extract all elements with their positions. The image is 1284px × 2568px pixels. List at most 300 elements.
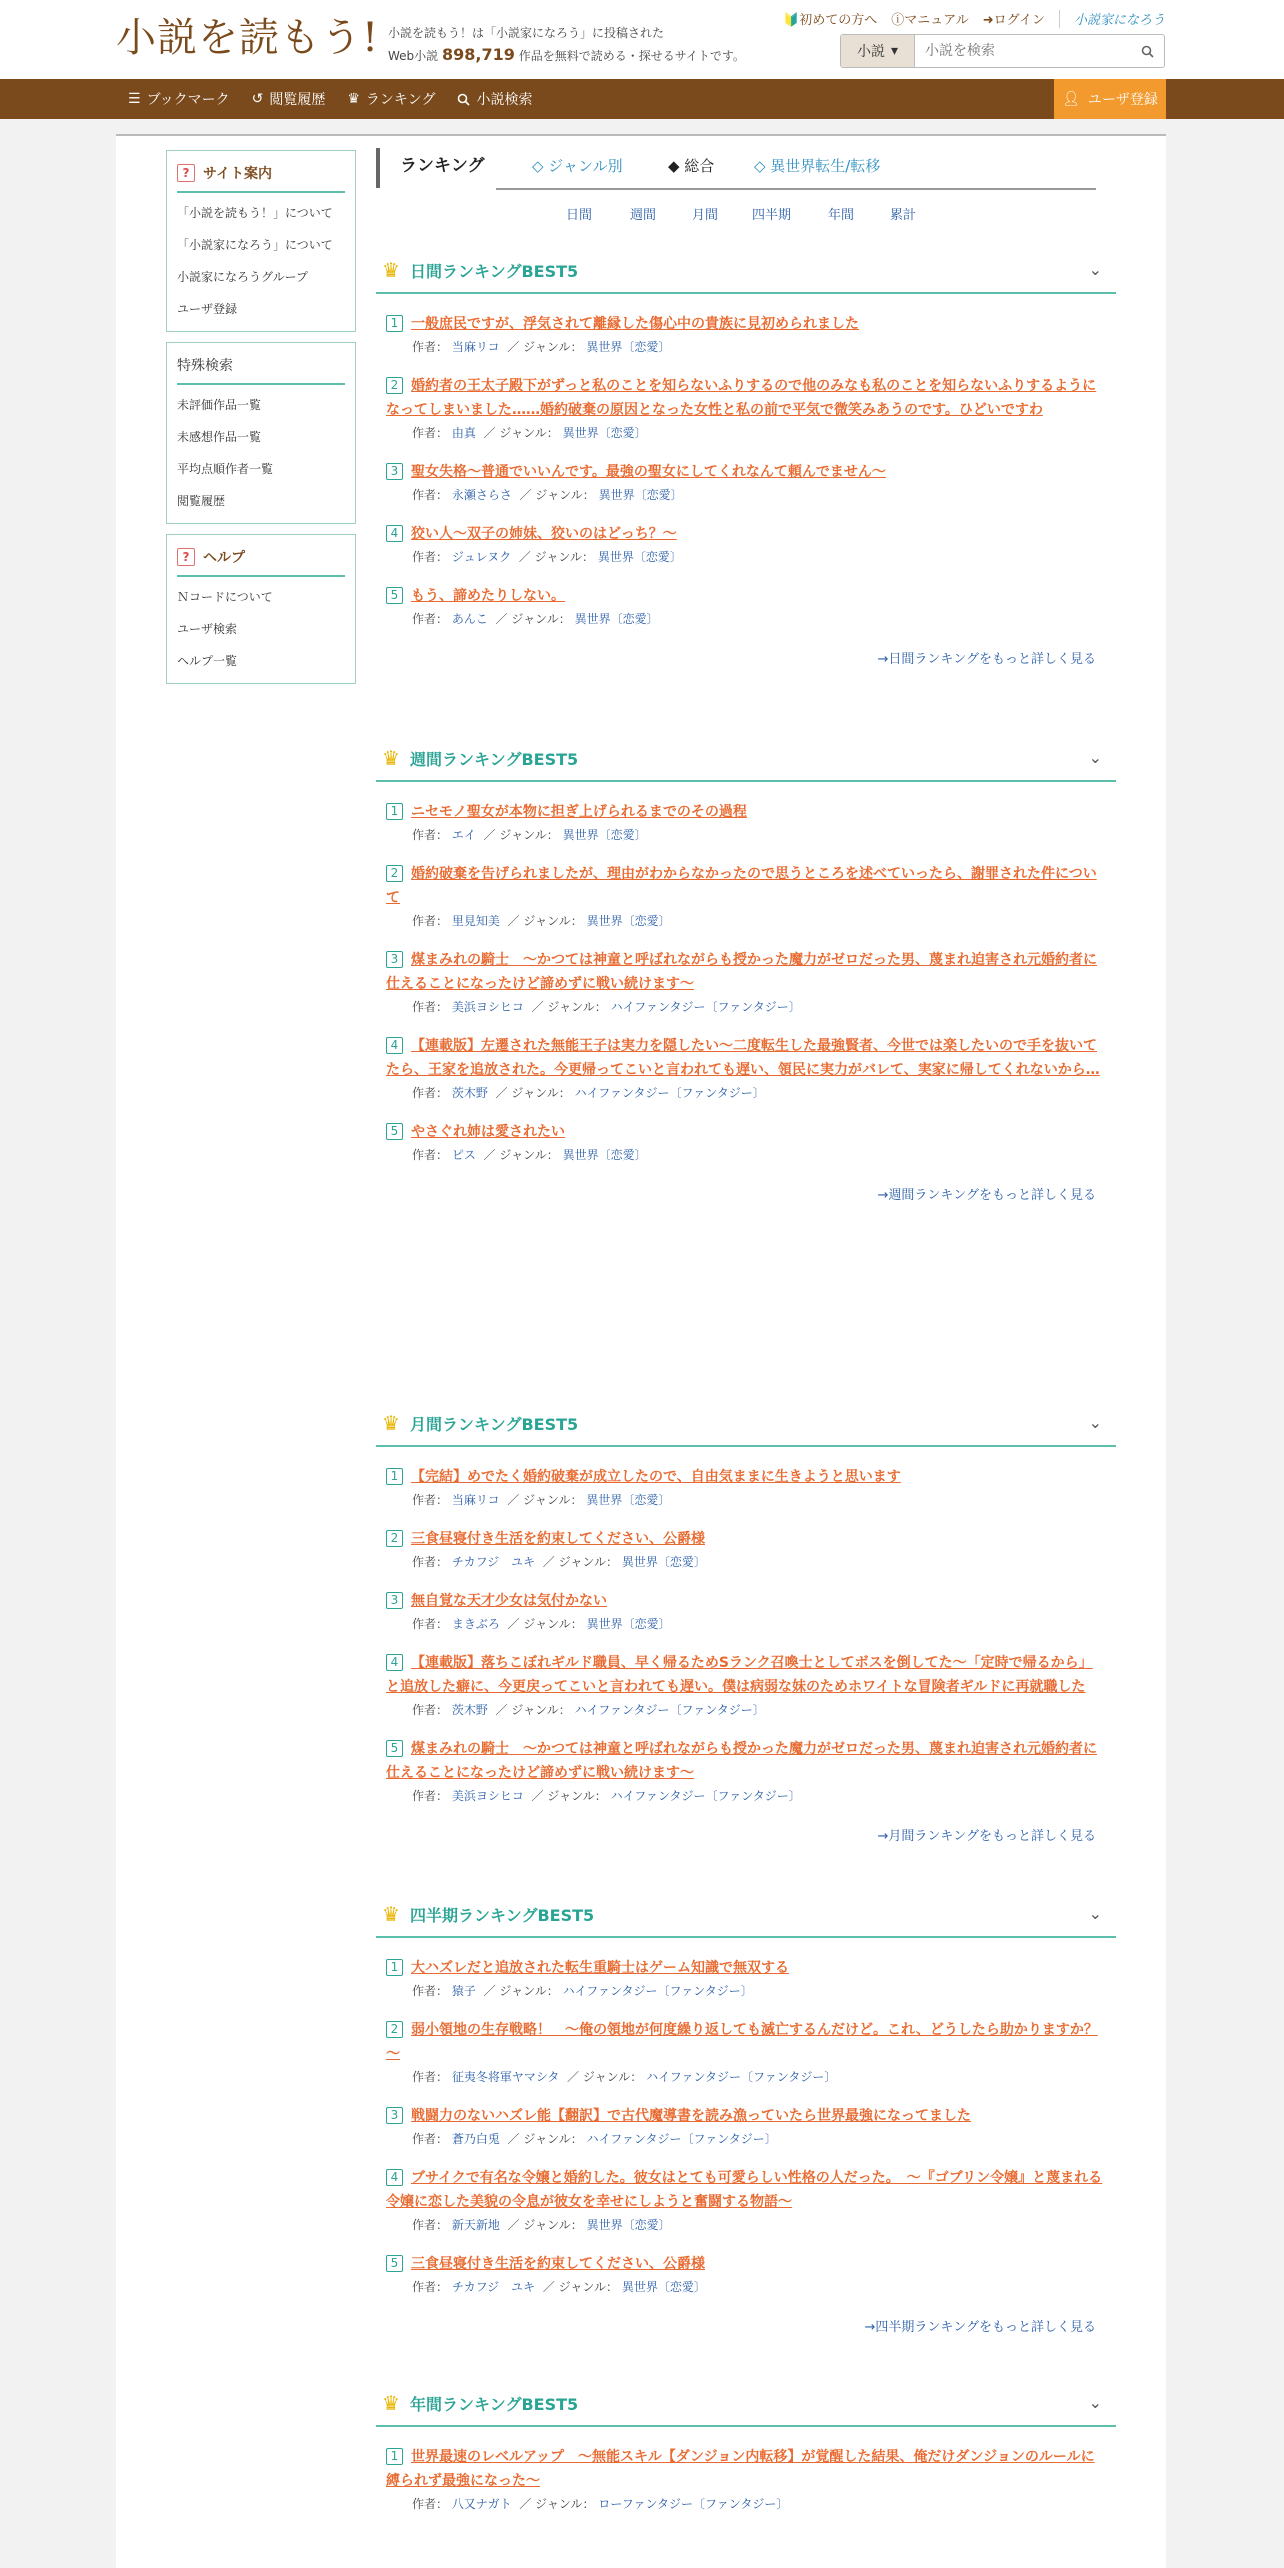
period-monthly[interactable]: 月間 <box>692 208 719 223</box>
ranking-title-line <box>386 522 1106 546</box>
chevron-down-icon[interactable]: ⌄ <box>1088 748 1102 767</box>
genre-link[interactable]: ハイファンタジー〔ファンタジー〕 <box>574 1086 765 1100</box>
ranking-item <box>386 312 1106 356</box>
novel-title-link[interactable]: 弱小領地の生存戦略！ ～俺の領地が何度繰り返しても滅亡するんだけど。これ、どうしたら助かりますか？～ <box>386 2022 1098 2062</box>
tab-genre[interactable]: ◇ ジャンル別 <box>532 157 623 175</box>
chevron-down-icon[interactable]: ⌄ <box>1088 260 1102 279</box>
novel-meta <box>386 2216 1106 2234</box>
question-circle-icon: ⓘ <box>891 13 905 28</box>
sidebar <box>166 150 356 694</box>
author-prefix: 作者： <box>412 488 449 502</box>
ranking-title-line <box>386 1737 1106 1785</box>
ranking-title-line <box>386 800 1106 824</box>
ranking-title-line <box>386 862 1106 910</box>
period-quarterly[interactable]: 四半期 <box>752 208 792 223</box>
login-link[interactable] <box>983 9 1045 28</box>
author-prefix: 作者： <box>412 2070 449 2084</box>
ranking-title-line <box>386 948 1106 996</box>
author-link[interactable]: エイ <box>451 828 476 842</box>
nav-search-label: 小説検索 <box>476 92 533 108</box>
sidebar-link-ncode[interactable]: Ｎコードについて <box>177 590 273 604</box>
period-tabs <box>376 204 1096 228</box>
first-time-link[interactable] <box>783 9 877 28</box>
novel-meta <box>386 1701 1106 1719</box>
author-link[interactable]: 当麻リコ <box>451 1493 500 1507</box>
tagline-line1: 小説を読もう！は「小説家になろう」に投稿された <box>388 26 665 40</box>
chevron-down-icon[interactable]: ⌄ <box>1088 2393 1102 2412</box>
novel-title-link[interactable]: 三食昼寝付き生活を約束してください、公爵様 <box>411 1531 705 1547</box>
author-prefix: 作者： <box>412 1086 449 1100</box>
ranking-item <box>386 522 1106 566</box>
history-icon: ↺ <box>251 91 264 107</box>
novel-title-link[interactable]: 煤まみれの騎士 ～かつては神童と呼ばれながらも授かった魔力がゼロだった男、蔑まれ迫害され元婚約者に仕えることになったけど諦めずに戦い続けます～ <box>386 952 1097 992</box>
novel-title-link[interactable]: もう、諦めたりしない。 <box>411 588 565 604</box>
genre-prefix: ／ ジャンル： <box>483 1984 559 1998</box>
sidebar-link-user-register[interactable]: ユーザ登録 <box>177 302 238 316</box>
ranking-item <box>386 1527 1106 1571</box>
author-prefix: 作者： <box>412 2280 449 2294</box>
novel-title-link[interactable]: 狡い人～双子の姉妹、狡いのはどっち？～ <box>411 526 677 542</box>
genre-link[interactable]: ハイファンタジー〔ファンタジー〕 <box>610 1000 801 1014</box>
rank-number-badge: 3 <box>386 463 403 480</box>
genre-prefix: ／ ジャンル： <box>507 1617 583 1631</box>
help-title-text: ヘルプ <box>203 550 245 566</box>
author-prefix: 作者： <box>412 1703 449 1717</box>
genre-link[interactable]: 異世界〔恋愛〕 <box>586 340 671 354</box>
sidebar-link-unrated[interactable]: 未評価作品一覧 <box>177 398 262 412</box>
tab-isekai[interactable]: ◇ 異世界転生/転移 <box>754 157 881 175</box>
ranking-title-line <box>386 2166 1106 2214</box>
author-prefix: 作者： <box>412 1789 449 1803</box>
novel-meta <box>386 998 1106 1016</box>
author-prefix: 作者： <box>412 426 449 440</box>
content-container <box>116 134 1166 2568</box>
ranking-title-line <box>386 460 1106 484</box>
rank-number-badge: 1 <box>386 1468 403 1485</box>
author-link[interactable]: 茨木野 <box>451 1086 488 1100</box>
rank-number-badge: 2 <box>386 377 403 394</box>
site-header <box>0 0 1284 79</box>
ranking-item <box>386 374 1106 442</box>
nav-search[interactable] <box>457 89 532 109</box>
author-link[interactable]: まきぶろ <box>451 1617 500 1631</box>
novel-meta <box>386 338 1106 356</box>
author-link[interactable]: 由真 <box>451 426 476 440</box>
genre-link[interactable]: 異世界〔恋愛〕 <box>621 1555 706 1569</box>
ranking-section-header[interactable] <box>376 2381 1116 2427</box>
crown-icon: ♛ <box>382 1411 400 1435</box>
novel-meta <box>386 1553 1106 1571</box>
author-prefix: 作者： <box>412 828 449 842</box>
user-icon: 👤︎ <box>1062 91 1080 107</box>
narou-logo-link[interactable]: 小説家になろう <box>1073 13 1165 28</box>
novel-title-link[interactable]: 【連載版】落ちこぼれギルド職員、早く帰るためSランク召喚士としてボスを倒してた～「定時で帰るから」と追放した癖に、今更戻ってこいと言われても遅い。僕は病弱な妹のためホワイトな冒険者ギルドに再就職した <box>386 1655 1093 1695</box>
author-prefix: 作者： <box>412 2497 449 2511</box>
chevron-down-icon[interactable]: ⌄ <box>1088 1904 1102 1923</box>
novel-meta <box>386 1146 1106 1164</box>
ranking-section-header[interactable] <box>376 736 1116 782</box>
sidebar-link-about-yomou[interactable]: 「小説を読もう！」について <box>177 206 333 220</box>
author-prefix: 作者： <box>412 1148 449 1162</box>
genre-prefix: ／ ジャンル： <box>531 1789 607 1803</box>
novel-meta <box>386 1787 1106 1805</box>
tab-overall[interactable]: ◆ 総合 <box>668 157 715 175</box>
author-link[interactable]: 猿子 <box>451 1984 476 1998</box>
ranking-title-line <box>386 312 1106 336</box>
novel-title-link[interactable]: 無自覚な天才少女は気付かない <box>411 1593 607 1609</box>
ranking-section-title: 週間ランキングBEST5 <box>409 749 579 769</box>
genre-link[interactable]: ローファンタジー〔ファンタジー〕 <box>598 2497 789 2511</box>
ranking-section-daily <box>376 248 1116 667</box>
ranking-item <box>386 2166 1106 2234</box>
rank-number-badge: 5 <box>386 1740 403 1757</box>
author-link[interactable]: 征夷冬将軍ヤマシタ <box>451 2070 560 2084</box>
genre-prefix: ／ ジャンル： <box>518 550 595 564</box>
genre-link[interactable]: 異世界〔恋愛〕 <box>586 914 671 928</box>
search-icon <box>457 93 470 106</box>
search-type-select[interactable] <box>841 35 915 67</box>
author-prefix: 作者： <box>412 612 449 626</box>
site-tagline <box>388 22 745 67</box>
novel-title-link[interactable]: 大ハズレだと追放された転生重騎士はゲーム知識で無双する <box>411 1960 789 1976</box>
ranking-title-line <box>386 374 1106 422</box>
author-link[interactable]: 新天新地 <box>451 2218 500 2232</box>
author-link[interactable]: 美浜ヨシヒコ <box>451 1789 524 1803</box>
ranking-item <box>386 1465 1106 1509</box>
ranking-item <box>386 1120 1106 1164</box>
crown-icon: ♛ <box>347 91 360 107</box>
tagline-line2 <box>388 44 745 67</box>
ranking-item <box>386 862 1106 930</box>
genre-prefix: ／ ジャンル： <box>507 914 583 928</box>
nav-ranking-label: ランキング <box>365 92 436 108</box>
author-link[interactable]: ジュレヌク <box>451 550 512 564</box>
genre-prefix: ／ ジャンル： <box>567 2070 643 2084</box>
tab-ranking[interactable]: ランキング <box>376 148 496 188</box>
period-daily[interactable]: 日間 <box>566 208 593 223</box>
genre-link[interactable]: 異世界〔恋愛〕 <box>586 2218 671 2232</box>
ranking-title-line <box>386 584 1106 608</box>
rank-number-badge: 4 <box>386 2169 403 2186</box>
ranking-title-line <box>386 2445 1106 2493</box>
ranking-title-line <box>386 1956 1106 1980</box>
genre-prefix: ／ ジャンル： <box>519 2497 595 2511</box>
sidebar-link-about-narou[interactable]: 「小説家になろう」について <box>177 238 333 252</box>
ranking-list <box>376 312 1116 628</box>
rank-number-badge: 1 <box>386 1959 403 1976</box>
main-navbar <box>0 79 1284 119</box>
genre-link[interactable]: 異世界〔恋愛〕 <box>562 426 647 440</box>
rank-number-badge: 5 <box>386 2255 403 2272</box>
author-link[interactable]: 美浜ヨシヒコ <box>451 1000 524 1014</box>
genre-prefix: ／ ジャンル： <box>483 1148 559 1162</box>
ranking-section-title: 四半期ランキングBEST5 <box>409 1905 595 1925</box>
rank-number-badge: 1 <box>386 315 403 332</box>
question-icon: ? <box>177 164 195 182</box>
ranking-list <box>376 2445 1116 2513</box>
novel-title-link[interactable]: 【完結】めでたく婚約破棄が成立したので、自由気ままに生きようと思います <box>411 1469 901 1485</box>
ranking-item <box>386 2252 1106 2296</box>
ranking-item <box>386 1737 1106 1805</box>
help-title <box>177 541 345 577</box>
rank-number-badge: 2 <box>386 2021 403 2038</box>
genre-link[interactable]: 異世界〔恋愛〕 <box>586 1617 671 1631</box>
divider <box>1059 10 1060 28</box>
user-register-button[interactable] <box>1054 79 1166 119</box>
sidebar-link-user-search[interactable]: ユーザ検索 <box>177 622 238 636</box>
rank-number-badge: 3 <box>386 2107 403 2124</box>
ranking-item <box>386 2018 1106 2086</box>
more-ranking-link[interactable]: →週間ランキングをもっと詳しく見る <box>877 1188 1096 1203</box>
ranking-section-header[interactable] <box>376 248 1116 294</box>
first-time-label: 初めての方へ <box>799 13 878 28</box>
nav-ranking[interactable] <box>347 89 435 109</box>
crown-icon: ♛ <box>382 1902 400 1926</box>
rank-number-badge: 1 <box>386 2448 403 2465</box>
novel-meta <box>386 2130 1106 2148</box>
ranking-item <box>386 800 1106 844</box>
novel-title-link[interactable]: 【連載版】左遷された無能王子は実力を隠したい～二度転生した最強賢者、今世では楽したいので手を抜いてたら、王家を追放された。今更帰ってこいと言われても遅い、領民に実力がバレて、実家に帰してくれないから… <box>386 1038 1100 1078</box>
manual-link[interactable] <box>891 9 969 28</box>
ranking-item <box>386 1589 1106 1633</box>
genre-prefix: ／ ジャンル： <box>495 612 571 626</box>
more-ranking-link[interactable]: →四半期ランキングをもっと詳しく見る <box>864 2320 1096 2335</box>
ranking-item <box>386 2445 1106 2513</box>
sidebar-link-help-list[interactable]: ヘルプ一覧 <box>177 654 238 668</box>
author-link[interactable]: 蒼乃白兎 <box>451 2132 500 2146</box>
genre-link[interactable]: 異世界〔恋愛〕 <box>621 2280 706 2294</box>
novel-title-link[interactable]: 婚約破棄を告げられましたが、理由がわからなかったので思うところを述べていったら、謝罪された件について <box>386 866 1097 906</box>
top-links <box>783 9 1165 28</box>
author-prefix: 作者： <box>412 340 449 354</box>
genre-link[interactable]: ハイファンタジー〔ファンタジー〕 <box>562 1984 753 1998</box>
novel-meta <box>386 912 1106 930</box>
author-prefix: 作者： <box>412 2218 449 2232</box>
rank-number-badge: 3 <box>386 951 403 968</box>
work-count: 898,719 <box>442 45 515 64</box>
genre-prefix: ／ ジャンル： <box>542 1555 619 1569</box>
ranking-section-monthly <box>376 1401 1116 1844</box>
search-icon <box>1141 45 1154 58</box>
author-link[interactable]: 八又ナガト <box>451 2497 512 2511</box>
novel-meta <box>386 2495 1106 2513</box>
ranking-title-line <box>386 1034 1106 1082</box>
author-link[interactable]: あんこ <box>451 612 488 626</box>
list-icon: ☰ <box>128 91 141 107</box>
site-info-box <box>166 150 356 332</box>
genre-link[interactable]: ハイファンタジー〔ファンタジー〕 <box>574 1703 765 1717</box>
author-link[interactable]: 永瀬さらさ <box>451 488 512 502</box>
author-prefix: 作者： <box>412 914 449 928</box>
novel-title-link[interactable]: 一般庶民ですが、浮気されて離縁した傷心中の貴族に見初められました <box>411 316 859 332</box>
sidebar-link-history[interactable]: 閲覧履歴 <box>177 494 226 508</box>
novel-title-link[interactable]: 世界最速のレベルアップ ～無能スキル【ダンジョン内転移】が覚醒した結果、俺だけダンジョンのルールに縛られず最強になった～ <box>386 2449 1095 2489</box>
login-icon: ➜ <box>982 13 994 28</box>
genre-link[interactable]: 異世界〔恋愛〕 <box>562 1148 647 1162</box>
genre-prefix: ／ ジャンル： <box>507 340 583 354</box>
genre-prefix: ／ ジャンル： <box>542 2280 619 2294</box>
novel-meta <box>386 2278 1106 2296</box>
ranking-section-title: 月間ランキングBEST5 <box>409 1414 579 1434</box>
ranking-item <box>386 584 1106 628</box>
novel-meta <box>386 1615 1106 1633</box>
genre-link[interactable]: 異世界〔恋愛〕 <box>574 612 659 626</box>
more-ranking-link[interactable]: →月間ランキングをもっと詳しく見る <box>877 1829 1096 1844</box>
author-prefix: 作者： <box>412 1555 449 1569</box>
genre-link[interactable]: ハイファンタジー〔ファンタジー〕 <box>586 2132 777 2146</box>
nav-items <box>128 79 532 119</box>
nav-history[interactable] <box>252 89 326 109</box>
site-info-title-text: サイト案内 <box>203 166 273 182</box>
crown-icon: ♛ <box>382 746 400 770</box>
novel-meta <box>386 1084 1106 1102</box>
ranking-tabs <box>376 148 1096 194</box>
help-box <box>166 534 356 684</box>
rank-number-badge: 3 <box>386 1592 403 1609</box>
genre-prefix: ／ ジャンル： <box>519 488 595 502</box>
sidebar-link-avg-score-authors[interactable]: 平均点順作者一覧 <box>177 462 274 476</box>
novel-title-link[interactable]: 聖女失格～普通でいいんです。最強の聖女にしてくれなんて頼んでません～ <box>411 464 886 480</box>
chevron-down-icon[interactable]: ⌄ <box>1088 1413 1102 1432</box>
rank-number-badge: 1 <box>386 803 403 820</box>
novel-title-link[interactable]: ニセモノ聖女が本物に担ぎ上げられるまでのその過程 <box>411 804 747 820</box>
genre-link[interactable]: 異世界〔恋愛〕 <box>562 828 647 842</box>
author-prefix: 作者： <box>412 1493 449 1507</box>
login-label: ログイン <box>993 13 1045 28</box>
genre-link[interactable]: ハイファンタジー〔ファンタジー〕 <box>610 1789 801 1803</box>
genre-prefix: ／ ジャンル： <box>483 828 559 842</box>
ranking-section-quarterly <box>376 1892 1116 2335</box>
ranking-section-title: 日間ランキングBEST5 <box>409 261 579 281</box>
search-type-value: 小説 <box>856 44 885 60</box>
tagline-suffix: 作品を無料で読める・探せるサイトです。 <box>518 49 745 63</box>
author-prefix: 作者： <box>412 1617 449 1631</box>
ranking-item <box>386 1956 1106 2000</box>
author-prefix: 作者： <box>412 1984 449 1998</box>
novel-meta <box>386 1491 1106 1509</box>
genre-prefix: ／ ジャンル： <box>507 2132 583 2146</box>
rank-number-badge: 4 <box>386 1654 403 1671</box>
ranking-title-line <box>386 1465 1106 1489</box>
site-info-title <box>177 157 345 193</box>
genre-prefix: ／ ジャンル： <box>507 1493 583 1507</box>
ranking-section-header[interactable] <box>376 1892 1116 1938</box>
ranking-title-line <box>386 1651 1106 1699</box>
ranking-section-yearly <box>376 2381 1116 2513</box>
novel-title-link[interactable]: やさぐれ姉は愛されたい <box>411 1124 565 1140</box>
novel-title-link[interactable]: 婚約者の王太子殿下がずっと私のことを知らないふりするので他のみなも私のことを知らないふりするようになってしまいました……婚約破棄の原因となった女性と私の前で平気で微笑みあうのです。ひどいですわ <box>386 378 1097 418</box>
search-input[interactable] <box>915 35 1130 67</box>
ranking-item <box>386 1651 1106 1719</box>
author-link[interactable]: チカフジ ユキ <box>451 2280 536 2294</box>
ranking-item <box>386 460 1106 504</box>
nav-history-label: 閲覧履歴 <box>269 92 326 108</box>
chevron-down-icon: ▾ <box>890 43 899 59</box>
author-link[interactable]: 里見知美 <box>451 914 500 928</box>
genre-prefix: ／ ジャンル： <box>495 1703 571 1717</box>
search-box <box>840 34 1165 68</box>
genre-link[interactable]: 異世界〔恋愛〕 <box>597 550 682 564</box>
novel-meta <box>386 548 1106 566</box>
ranking-list <box>376 800 1116 1164</box>
period-total[interactable]: 累計 <box>890 208 917 223</box>
author-link[interactable]: ピス <box>451 1148 476 1162</box>
site-logo[interactable]: 小説を読もう! <box>116 15 380 61</box>
question-icon: ? <box>177 548 195 566</box>
user-register-label: ユーザ登録 <box>1087 92 1158 108</box>
ranking-section-header[interactable] <box>376 1401 1116 1447</box>
ranking-list <box>376 1465 1116 1805</box>
novel-meta <box>386 826 1106 844</box>
novel-title-link[interactable]: 戦闘力のないハズレ能【翻訳】で古代魔導書を読み漁っていたら世界最強になってました <box>411 2108 971 2124</box>
rank-number-badge: 4 <box>386 525 403 542</box>
nav-bookmark[interactable] <box>128 89 230 109</box>
author-prefix: 作者： <box>412 2132 449 2146</box>
ranking-list <box>376 1956 1116 2296</box>
book-icon: 🔰 <box>783 13 800 28</box>
novel-meta <box>386 610 1106 628</box>
ranking-title-line <box>386 1589 1106 1613</box>
ranking-item <box>386 1034 1106 1102</box>
author-link[interactable]: 茨木野 <box>451 1703 488 1717</box>
genre-prefix: ／ ジャンル： <box>507 2218 583 2232</box>
ranking-section-weekly <box>376 736 1116 1203</box>
genre-link[interactable]: ハイファンタジー〔ファンタジー〕 <box>646 2070 837 2084</box>
ranking-title-line <box>386 2018 1106 2066</box>
more-ranking-link[interactable]: →日間ランキングをもっと詳しく見る <box>877 652 1096 667</box>
rank-number-badge: 2 <box>386 1530 403 1547</box>
ranking-item <box>386 2104 1106 2148</box>
period-yearly[interactable]: 年間 <box>828 208 855 223</box>
novel-title-link[interactable]: ブサイクで有名な令嬢と婚約した。彼女はとても可愛らしい性格の人だった。 ～『ゴブリン令嬢』と蔑まれる令嬢に恋した美貌の令息が彼女を幸せにしようと奮闘する物語～ <box>386 2170 1103 2210</box>
genre-link[interactable]: 異世界〔恋愛〕 <box>598 488 683 502</box>
novel-meta <box>386 1982 1106 2000</box>
ranking-title-line <box>386 2252 1106 2276</box>
genre-prefix: ／ ジャンル： <box>531 1000 607 1014</box>
rank-number-badge: 5 <box>386 1123 403 1140</box>
sidebar-link-no-reviews[interactable]: 未感想作品一覧 <box>177 430 262 444</box>
novel-meta <box>386 486 1106 504</box>
special-search-box <box>166 342 356 524</box>
author-link[interactable]: 当麻リコ <box>451 340 500 354</box>
ranking-title-line <box>386 2104 1106 2128</box>
ranking-title-line <box>386 1527 1106 1551</box>
nav-bookmark-label: ブックマーク <box>146 92 230 108</box>
manual-label: マニュアル <box>904 13 969 28</box>
period-weekly[interactable]: 週間 <box>630 208 657 223</box>
novel-meta <box>386 424 1106 442</box>
ranking-section-title: 年間ランキングBEST5 <box>409 2394 579 2414</box>
rank-number-badge: 4 <box>386 1037 403 1054</box>
search-button[interactable] <box>1130 35 1164 67</box>
novel-title-link[interactable]: 三食昼寝付き生活を約束してください、公爵様 <box>411 2256 705 2272</box>
tagline-prefix: Web小説 <box>388 49 439 63</box>
rank-number-badge: 5 <box>386 587 403 604</box>
genre-prefix: ／ ジャンル： <box>495 1086 571 1100</box>
author-link[interactable]: チカフジ ユキ <box>451 1555 536 1569</box>
ranking-title-line <box>386 1120 1106 1144</box>
genre-link[interactable]: 異世界〔恋愛〕 <box>586 1493 671 1507</box>
special-search-title: 特殊検索 <box>177 349 345 385</box>
novel-title-link[interactable]: 煤まみれの騎士 ～かつては神童と呼ばれながらも授かった魔力がゼロだった男、蔑まれ迫害され元婚約者に仕えることになったけど諦めずに戦い続けます～ <box>386 1741 1097 1781</box>
sidebar-link-narou-group[interactable]: 小説家になろうグループ <box>177 270 309 284</box>
ranking-item <box>386 948 1106 1016</box>
author-prefix: 作者： <box>412 550 449 564</box>
author-prefix: 作者： <box>412 1000 449 1014</box>
crown-icon: ♛ <box>382 258 400 282</box>
tab-underline <box>496 188 1096 190</box>
crown-icon: ♛ <box>382 2391 400 2415</box>
